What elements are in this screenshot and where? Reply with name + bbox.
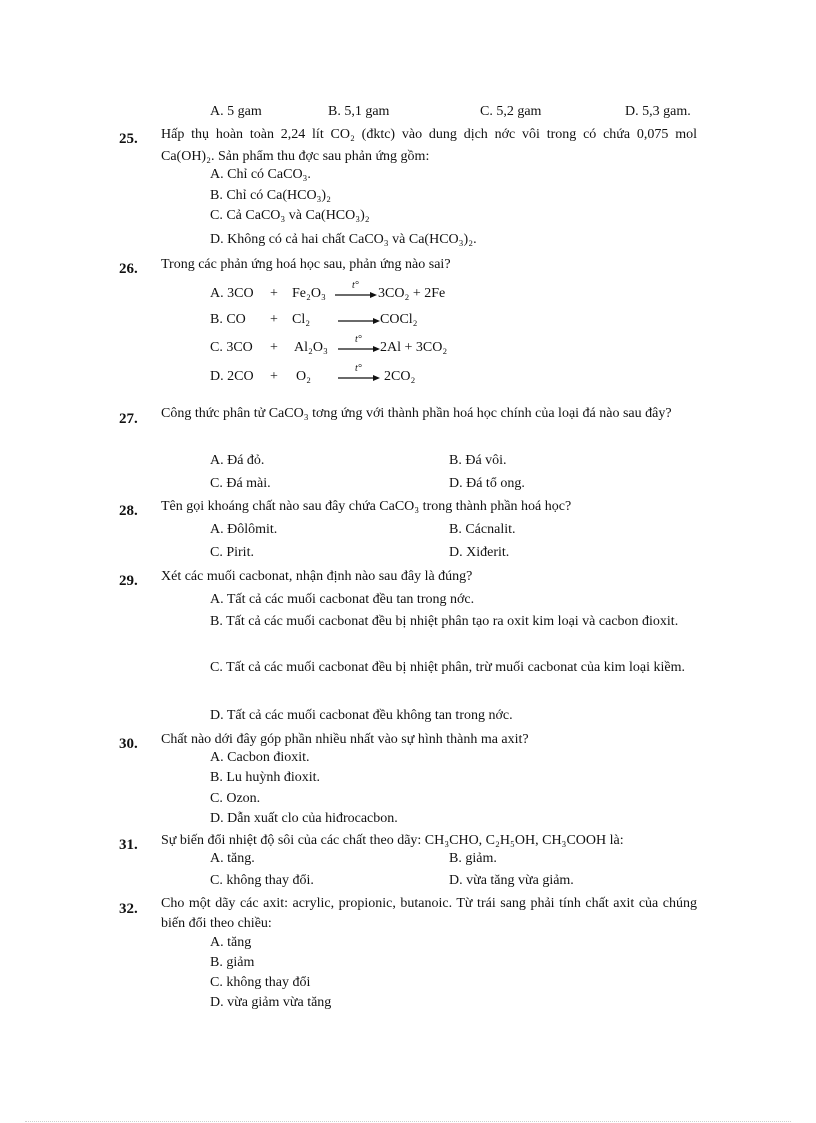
equation-reactant: Fe₂O₃ (292, 286, 326, 301)
question-stem: Tên gọi khoáng chất nào sau đây chứa CaCO₃ trong thành phần hoá học? (161, 499, 572, 514)
equation-reactant: Cl₂ (292, 312, 311, 327)
q30-option-b: B. Lu huỳnh đioxit. (210, 770, 321, 785)
q31-option-b: B. giảm. (449, 851, 497, 866)
equation-label: D. 2CO (210, 369, 254, 384)
q25-option-c: C. Cả CaCO₃ và Ca(HCO₃)₂ (210, 208, 370, 223)
q27-option-d: D. Đá tổ ong. (449, 476, 525, 491)
equation-plus: + (270, 286, 278, 301)
reaction-condition: t° (355, 334, 362, 345)
equation-product: 3CO₂ + 2Fe (378, 286, 446, 301)
q31-option-a: A. tăng. (210, 851, 255, 866)
q30-option-c: C. Ozon. (210, 791, 261, 806)
q27-option-b: B. Đá vôi. (449, 453, 507, 468)
q29-option-b: B. Tất cả các muối cacbonat đều bị nhiệt phân tạo ra oxit kim loại và cacbon đioxit. (210, 614, 679, 629)
q24-option-d: D. 5,3 gam. (625, 104, 691, 119)
reaction-condition: t° (355, 363, 362, 374)
question-stem: Sự biến đổi nhiệt độ sôi của các chất theo dãy: CH₃CHO, C₂H₅OH, CH₃COOH là: (161, 833, 624, 848)
q28-option-c: C. Pirit. (210, 545, 254, 560)
question-number: 29. (119, 573, 138, 589)
question-stem: Công thức phân tử CaCO₃ tơng ứng với thành phần hoá học chính của loại đá nào sau đây? (161, 406, 672, 421)
q25-option-a: A. Chỉ có CaCO₃. (210, 167, 311, 182)
equation-label: B. CO (210, 312, 246, 327)
q28-option-d: D. Xiđerit. (449, 545, 510, 560)
equation-product: COCl₂ (380, 312, 418, 327)
equation-reactant: O₂ (296, 369, 311, 384)
q25-option-d: D. Không có cả hai chất CaCO₃ và Ca(HCO₃)₂. (210, 232, 477, 247)
question-number: 26. (119, 261, 138, 277)
q31-option-d: D. vừa tăng vừa giảm. (449, 873, 574, 888)
page-bottom-rule (25, 1121, 791, 1122)
q27-option-a: A. Đá đỏ. (210, 453, 265, 468)
q28-option-b: B. Cácnalit. (449, 522, 516, 537)
question-number: 25. (119, 131, 138, 147)
q31-option-c: C. không thay đổi. (210, 873, 314, 888)
question-number: 32. (119, 901, 138, 917)
q30-option-a: A. Cacbon đioxit. (210, 750, 310, 765)
question-number: 31. (119, 837, 138, 853)
q32-option-b: B. giảm (210, 955, 255, 970)
question-stem: Hấp thụ hoàn toàn 2,24 lít CO₂ (đktc) vào dung dịch nớc vôi trong có chứa 0,075 mol Ca(OH)₂. Sản phẩm thu đợc sau phản ứng gồm: (161, 127, 697, 164)
q32-option-d: D. vừa giảm vừa tăng (210, 995, 332, 1010)
equation-reactant: Al₂O₃ (294, 340, 328, 355)
q29-option-d: D. Tất cả các muối cacbonat đều không tan trong nớc. (210, 708, 513, 723)
question-stem: Xét các muối cacbonat, nhận định nào sau đây là đúng? (161, 569, 473, 584)
equation-plus: + (270, 340, 278, 355)
equation-product: 2Al + 3CO₂ (380, 340, 448, 355)
question-stem: Trong các phản ứng hoá học sau, phản ứng nào sai? (161, 257, 451, 272)
q25-option-b: B. Chỉ có Ca(HCO₃)₂ (210, 188, 331, 203)
question-number: 28. (119, 503, 138, 519)
q32-option-c: C. không thay đổi (210, 975, 311, 990)
equation-product: 2CO₂ (384, 369, 416, 384)
question-number: 27. (119, 411, 138, 427)
question-stem: Chất nào dới đây góp phần nhiều nhất vào sự hình thành ma axit? (161, 732, 529, 747)
equation-plus: + (270, 369, 278, 384)
q27-option-c: C. Đá mài. (210, 476, 271, 491)
equation-plus: + (270, 312, 278, 327)
equation-label: C. 3CO (210, 340, 253, 355)
q28-option-a: A. Đôlômit. (210, 522, 278, 537)
equation-label: A. 3CO (210, 286, 254, 301)
q30-option-d: D. Dẫn xuất clo của hiđrocacbon. (210, 811, 398, 826)
question-number: 30. (119, 736, 138, 752)
q24-option-b: B. 5,1 gam (328, 104, 390, 119)
q32-option-a: A. tăng (210, 935, 252, 950)
q29-option-a: A. Tất cả các muối cacbonat đều tan trong nớc. (210, 592, 475, 607)
q24-option-a: A. 5 gam (210, 104, 262, 119)
question-stem: Cho một dãy các axit: acrylic, propionic, butanoic. Từ trái sang phải tính chất axit của chúng biến đổi theo chiều: (161, 896, 697, 931)
reaction-arrow-icon (338, 311, 380, 329)
q24-option-c: C. 5,2 gam (480, 104, 542, 119)
reaction-condition: t° (352, 280, 359, 291)
q29-option-c: C. Tất cả các muối cacbonat đều bị nhiệt phân, trừ muối cacbonat của kim loại kiềm. (210, 660, 686, 675)
